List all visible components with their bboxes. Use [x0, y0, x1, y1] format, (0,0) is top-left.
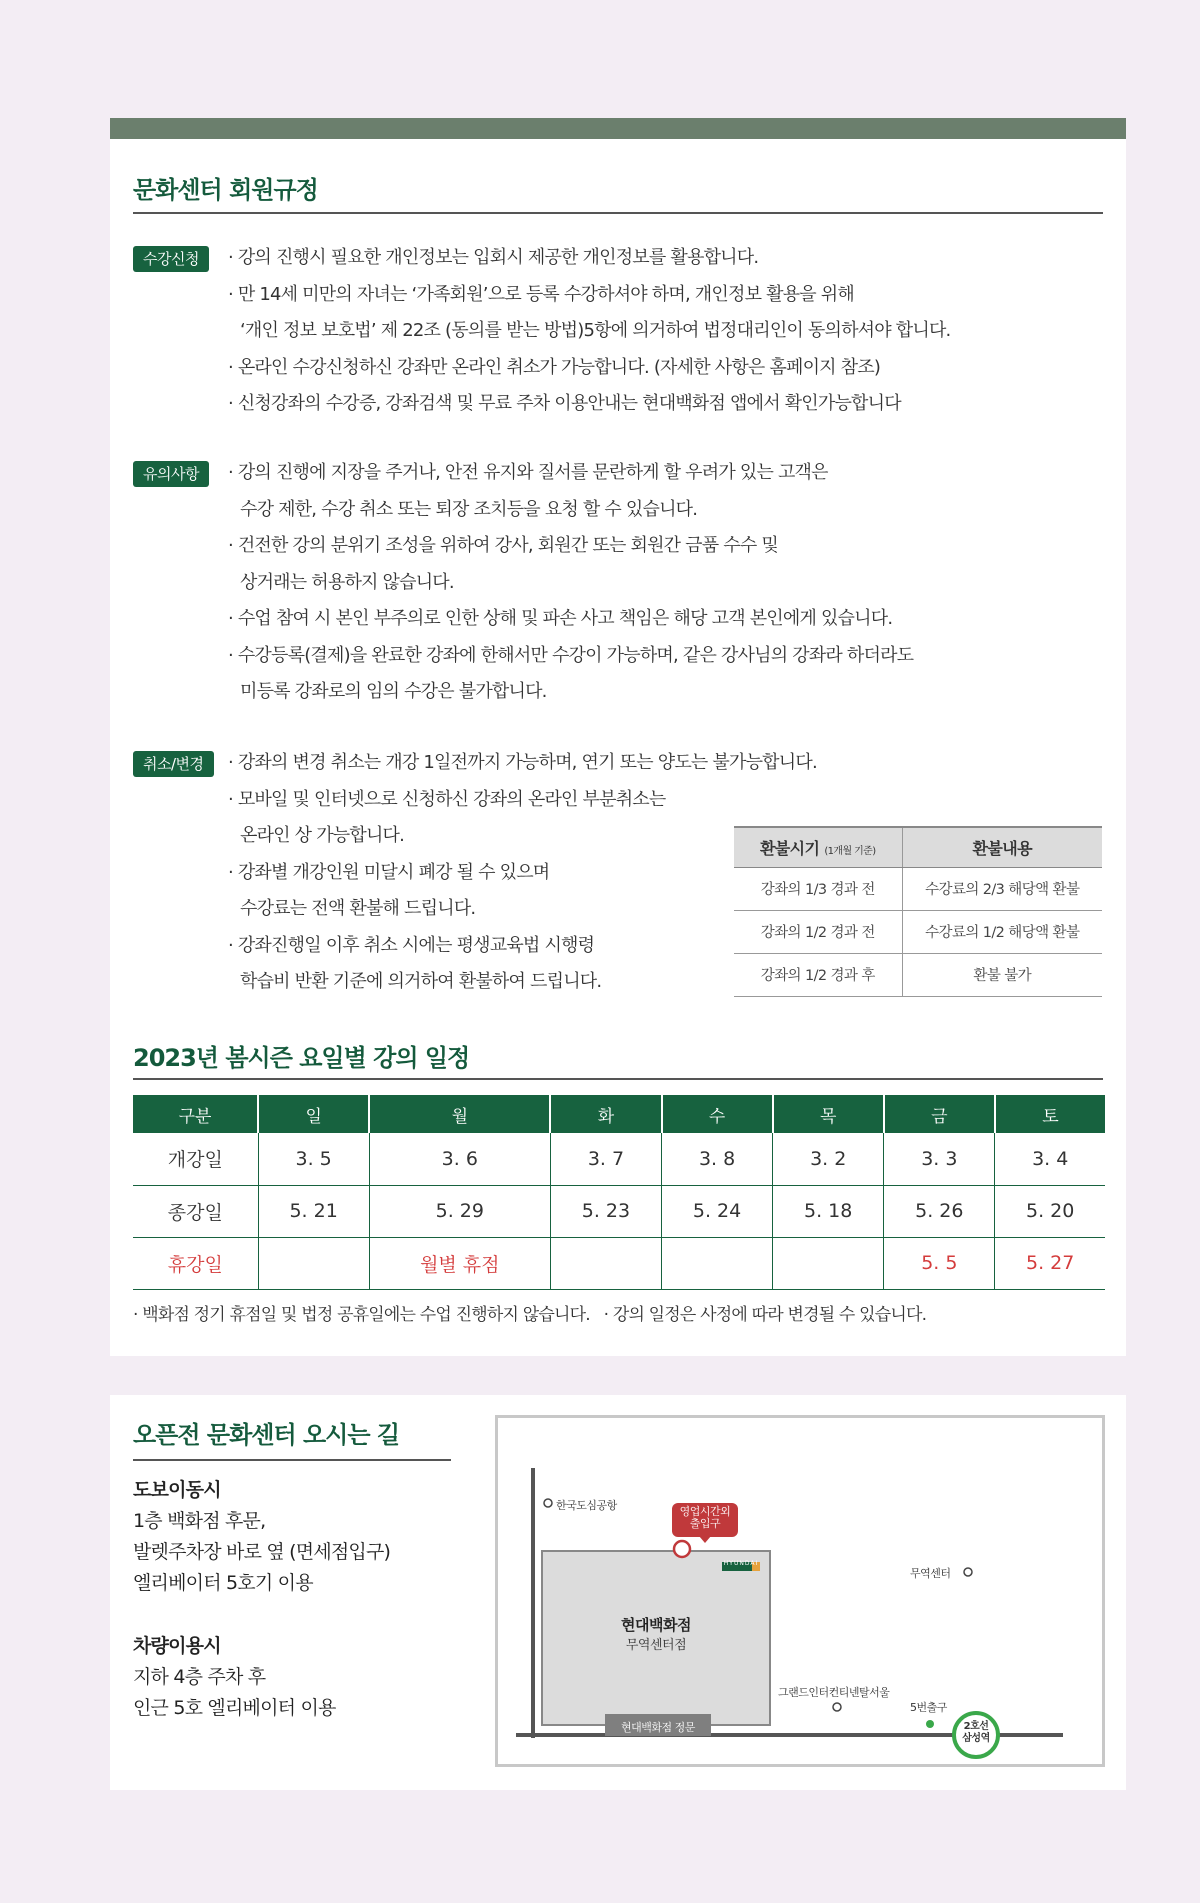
- refund-row: [734, 910, 1102, 953]
- schedule-row-end: [133, 1185, 1105, 1237]
- airport-label: 한국도심공항: [556, 1499, 617, 1512]
- walk-heading: 도보이동시: [133, 1479, 221, 1501]
- refund-header-period-label: 환불시기: [759, 838, 820, 858]
- schedule-cell: [662, 1237, 773, 1289]
- refund-row: [734, 867, 1102, 910]
- refund-header-row: [734, 827, 1102, 867]
- schedule-cell: [258, 1237, 369, 1289]
- notice-line: · 수강등록(결제)을 완료한 강좌에 한해서만 수강이 가능하며, 같은 강사님의 강좌라 하더라도: [228, 644, 914, 666]
- cancel-line: · 강좌별 개강인원 미달시 폐강 될 수 있으며: [228, 861, 550, 883]
- directions-title: 오픈전 문화센터 오시는 길: [133, 1421, 400, 1449]
- trade-center-label: 무역센터: [910, 1567, 951, 1580]
- schedule-header: 목: [773, 1095, 884, 1133]
- refund-cell: 환불 불가: [902, 953, 1102, 996]
- cancel-line: 수강료는 전액 환불해 드립니다.: [240, 898, 476, 919]
- refund-header-content: 환불내용: [902, 827, 1102, 867]
- exit-marker: [926, 1720, 934, 1728]
- schedule-header: 토: [995, 1095, 1105, 1133]
- notice-line: 수강 제한, 수강 취소 또는 퇴장 조치등을 요청 할 수 있습니다.: [240, 498, 698, 520]
- notice-lines: [228, 455, 913, 711]
- refund-header-note: (1개월 기준): [824, 845, 876, 857]
- notice-line: · 강의 진행에 지장을 주거나, 안전 유지와 질서를 문란하게 할 우려가 있는 고객은: [228, 462, 828, 483]
- rules-title: 문화센터 회원규정: [133, 176, 318, 204]
- store-name: 현대백화점: [621, 1616, 691, 1634]
- refund-cell: 강좌의 1/3 경과 전: [734, 867, 902, 910]
- schedule-table: [133, 1095, 1105, 1290]
- hotel-marker: [833, 1703, 841, 1711]
- entrance-marker: [674, 1541, 690, 1557]
- directions-card: [110, 1395, 1126, 1790]
- station-line-label: 2호선: [963, 1721, 989, 1732]
- schedule-cell: 종강일: [133, 1185, 258, 1237]
- cancel-line: · 모바일 및 인터넷으로 신청하신 강좌의 온라인 부분취소는: [228, 788, 666, 810]
- enrollment-line: · 만 14세 미만의 자녀는 ‘가족회원’으로 등록 수강하셔야 하며, 개인정보 활용을 위해: [228, 283, 854, 305]
- schedule-note: · 백화점 정기 휴점일 및 법정 공휴일에는 수업 진행하지 않습니다. · 강의 일정은 사정에 따라 변경될 수 있습니다.: [133, 1305, 927, 1325]
- cancel-line: 학습비 반환 기준에 의거하여 환불하여 드립니다.: [240, 971, 602, 992]
- refund-cell: 수강료의 2/3 해당액 환불: [902, 867, 1102, 910]
- car-heading: 차량이용시: [133, 1635, 221, 1657]
- schedule-cell: 3. 6: [369, 1133, 550, 1185]
- car-line: 지하 4층 주차 후: [133, 1666, 266, 1688]
- schedule-cell: 5. 27: [995, 1237, 1105, 1289]
- badge-notice: 유의사항: [133, 461, 209, 487]
- notice-line: · 수업 참여 시 본인 부주의로 인한 상해 및 파손 사고 책임은 해당 고객 본인에게 있습니다.: [228, 608, 893, 629]
- enrollment-line: · 온라인 수강신청하신 강좌만 온라인 취소가 가능합니다. (자세한 사항은 홈페이지 참조): [228, 356, 881, 378]
- schedule-cell: 3. 2: [773, 1133, 884, 1185]
- refund-row: [734, 953, 1102, 996]
- schedule-title: 2023년 봄시즌 요일별 강의 일정: [133, 1044, 470, 1072]
- schedule-cell: 월별 휴점: [369, 1237, 550, 1289]
- schedule-row-start: [133, 1133, 1105, 1185]
- main-gate-label: 현대백화점 정문: [621, 1721, 695, 1734]
- map-graphics: [498, 1418, 1102, 1764]
- schedule-header: 수: [662, 1095, 773, 1133]
- refund-cell: 강좌의 1/2 경과 후: [734, 953, 902, 996]
- entrance-label-line: 출입구: [689, 1517, 721, 1530]
- schedule-cell: 3. 5: [258, 1133, 369, 1185]
- location-map: [495, 1415, 1105, 1767]
- schedule-header-row: [133, 1095, 1105, 1133]
- schedule-header: 금: [884, 1095, 995, 1133]
- badge-cancel-change: 취소/변경: [133, 751, 214, 777]
- schedule-header: 화: [550, 1095, 661, 1133]
- top-bar: [110, 118, 1126, 139]
- notice-line: · 건전한 강의 분위기 조성을 위하여 강사, 회원간 또는 회원간 금품 수수 및: [228, 535, 778, 556]
- walk-line: 발렛주차장 바로 옆 (면세점입구): [133, 1541, 391, 1563]
- walk-line: 엘리베이터 5호기 이용: [133, 1572, 313, 1594]
- trade-center-marker: [964, 1568, 972, 1576]
- schedule-cell: 5. 26: [884, 1185, 995, 1237]
- enrollment-line: ‘개인 정보 보호법’ 제 22조 (동의를 받는 방법)5항에 의거하여 법정대리인이 동의하셔야 합니다.: [240, 320, 951, 341]
- notice-line: 상거래는 허용하지 않습니다.: [240, 571, 454, 593]
- schedule-cell: 3. 3: [884, 1133, 995, 1185]
- cancel-line: 온라인 상 가능합니다.: [240, 825, 405, 846]
- schedule-header: 월: [369, 1095, 550, 1133]
- entrance-callout-tip: [699, 1536, 711, 1543]
- cancel-line: · 강좌의 변경 취소는 개강 1일전까지 가능하며, 연기 또는 양도는 불가능합니다.: [228, 752, 817, 773]
- schedule-cell: [773, 1237, 884, 1289]
- refund-table: [734, 826, 1102, 997]
- schedule-cell: [550, 1237, 661, 1289]
- enrollment-lines: [228, 240, 950, 423]
- walk-line: 1층 백화점 후문,: [133, 1510, 266, 1532]
- entrance-label-line: 영업시간외: [679, 1505, 731, 1518]
- schedule-row-holiday: [133, 1237, 1105, 1289]
- rules-card: [110, 118, 1126, 1356]
- schedule-title-rule: [133, 1078, 1103, 1080]
- schedule-cell: 3. 8: [662, 1133, 773, 1185]
- refund-cell: 수강료의 1/2 해당액 환불: [902, 910, 1102, 953]
- rules-title-rule: [133, 212, 1103, 214]
- enrollment-line: · 신청강좌의 수강증, 강좌검색 및 무료 주차 이용안내는 현대백화점 앱에서 확인가능합니다: [228, 393, 901, 414]
- schedule-cell: 5. 24: [662, 1185, 773, 1237]
- hotel-label: 그랜드인터컨티넨탈서울: [778, 1686, 890, 1699]
- car-directions: [133, 1631, 336, 1724]
- entrance-label: [672, 1506, 738, 1530]
- badge-enrollment: 수강신청: [133, 246, 209, 272]
- enrollment-line: · 강의 진행시 필요한 개인정보는 입회시 제공한 개인정보를 활용합니다.: [228, 247, 759, 268]
- station-label: [954, 1721, 998, 1745]
- schedule-cell: 개강일: [133, 1133, 258, 1185]
- schedule-cell: 5. 20: [995, 1185, 1105, 1237]
- cancel-line: · 강좌진행일 이후 취소 시에는 평생교육법 시행령: [228, 934, 595, 956]
- schedule-cell: 휴강일: [133, 1237, 258, 1289]
- exit-label: 5번출구: [910, 1701, 947, 1714]
- car-line: 인근 5호 엘리베이터 이용: [133, 1697, 336, 1719]
- schedule-header: 일: [258, 1095, 369, 1133]
- store-logo-text: HYUNDAI: [723, 1560, 759, 1567]
- refund-cell: 강좌의 1/2 경과 전: [734, 910, 902, 953]
- notice-line: 미등록 강좌로의 임의 수강은 불가합니다.: [240, 681, 547, 702]
- store-sub-name: 무역센터점: [625, 1638, 687, 1653]
- station-name-label: 삼성역: [962, 1733, 990, 1744]
- schedule-cell: 5. 23: [550, 1185, 661, 1237]
- schedule-cell: 5. 5: [884, 1237, 995, 1289]
- schedule-cell: 5. 29: [369, 1185, 550, 1237]
- schedule-cell: 3. 4: [995, 1133, 1105, 1185]
- refund-header-period: [734, 827, 902, 867]
- directions-title-rule: [133, 1459, 451, 1461]
- schedule-cell: 3. 7: [550, 1133, 661, 1185]
- walk-directions: [133, 1475, 390, 1599]
- schedule-cell: 5. 18: [773, 1185, 884, 1237]
- airport-marker: [544, 1499, 552, 1507]
- schedule-header: 구분: [133, 1095, 258, 1133]
- schedule-cell: 5. 21: [258, 1185, 369, 1237]
